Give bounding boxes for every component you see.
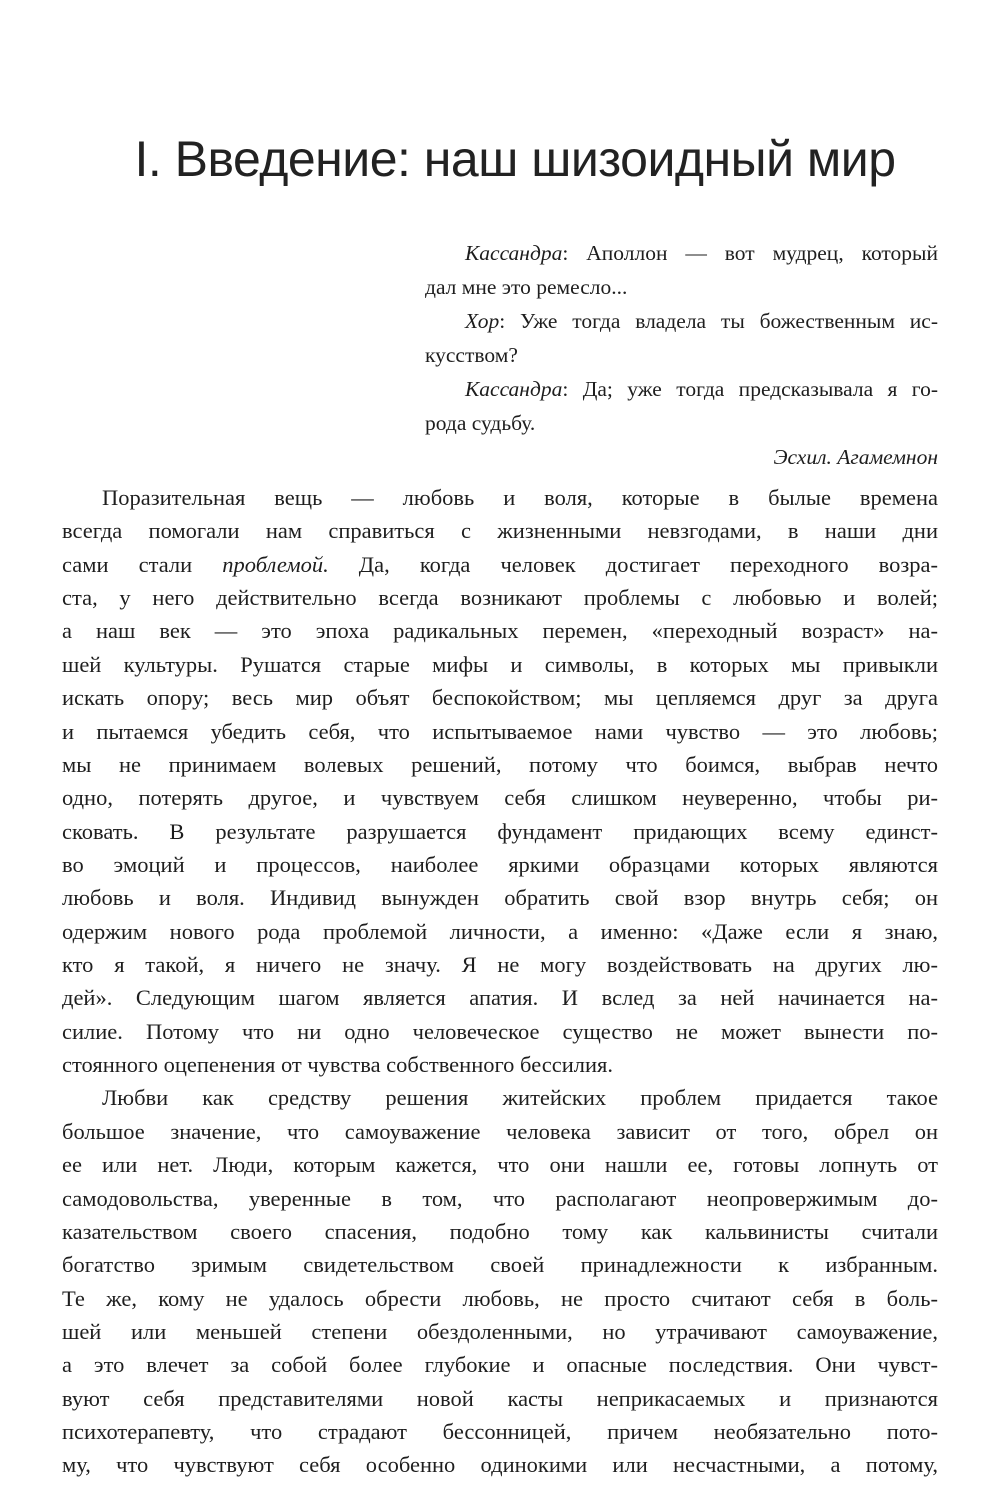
text-span: и пытаемся убедить себя, что испытываемое нами чувство — это любовь; [62, 718, 938, 744]
text-span: дал мне это ремесло... [425, 275, 628, 299]
epigraph [425, 236, 938, 474]
text-line [62, 748, 938, 781]
text-span: сковать. В результате разрушается фундамент придающих всему единст- [62, 818, 938, 844]
text-line [62, 514, 938, 547]
text-line [62, 715, 938, 748]
text-line [62, 1448, 938, 1481]
text-line [62, 1182, 938, 1215]
text-span: му, что чувствуют себя особенно одинокими или несчастными, а потому, [62, 1452, 938, 1478]
text-line [62, 648, 938, 681]
text-line [62, 1282, 938, 1315]
chapter-title: I. Введение: наш шизоидный мир [134, 130, 896, 187]
text-span: искать опору; весь мир объят беспокойством; мы цепляемся друг за друга [62, 685, 938, 711]
text-span: рода судьбу. [425, 411, 536, 435]
paragraph [62, 481, 938, 1081]
text-line [62, 1415, 938, 1448]
text-span: кто я такой, я ничего не значу. Я не могу воздействовать на других лю- [62, 952, 938, 978]
text-line [62, 848, 938, 881]
italic-text: Кассандра [465, 241, 563, 265]
text-line [425, 372, 938, 406]
text-line [425, 304, 938, 338]
text-line [62, 981, 938, 1014]
text-line [62, 948, 938, 981]
text-span: Поразительная вещь — любовь и воля, которые в былые времена [102, 485, 938, 510]
text-line [62, 1148, 938, 1181]
text-line [62, 815, 938, 848]
text-line [62, 548, 938, 581]
text-line [62, 581, 938, 614]
text-line [62, 681, 938, 714]
epigraph-attribution: Эсхил. Агамемнон [773, 445, 938, 469]
text-line [62, 1115, 938, 1148]
text-span: шей культуры. Рушатся старые мифы и символы, в которых мы привыкли [62, 651, 938, 677]
text-span: любовь и воля. Индивид вынужден обратить свой взор внутрь себя; он [62, 885, 938, 911]
text-span: : Аполлон — вот мудрец, который [562, 241, 938, 265]
text-span: сами стали [62, 551, 223, 577]
paragraph [62, 1081, 938, 1481]
italic-text: Хор [465, 309, 500, 333]
text-line [62, 1248, 938, 1281]
text-span: психотерапевту, что страдают бессонницей, причем необязательно пото- [62, 1419, 938, 1445]
text-span: всегда помогали нам справиться с жизненными невзгодами, в наши дни [62, 518, 938, 544]
text-span: Те же, кому не удалось обрести любовь, не просто считают себя в боль- [62, 1285, 938, 1311]
text-line [62, 1382, 938, 1415]
epigraph-lines [425, 236, 938, 440]
text-line [62, 915, 938, 948]
text-span: Да, когда человек достигает переходного возра- [328, 551, 939, 577]
text-span: одно, потерять другое, и чувствуем себя слишком неуверенно, чтобы ри- [62, 785, 938, 811]
text-line [425, 406, 938, 440]
text-line [425, 338, 938, 372]
text-span: казательством своего спасения, подобно тому как кальвинисты считали [62, 1218, 938, 1244]
text-line [62, 1015, 938, 1048]
text-span: ста, у него действительно всегда возникают проблемы с любовью и волей; [62, 585, 938, 611]
text-span: мы не принимаем волевых решений, потому что боимся, выбрав нечто [62, 751, 938, 777]
text-span: одержим нового рода проблемой личности, а именно: «Даже если я знаю, [62, 918, 938, 944]
text-line [62, 481, 938, 514]
text-span: богатство зримым свидетельством своей принадлежности к избранным. [62, 1252, 938, 1278]
italic-text: проблемой. [222, 551, 329, 577]
text-span: Любви как средству решения житейских проблем придается такое [102, 1085, 938, 1111]
text-line [62, 614, 938, 647]
text-line [425, 236, 938, 270]
text-span: а наш век — это эпоха радикальных перемен, «переходный возраст» на- [62, 618, 938, 644]
text-line [62, 1081, 938, 1114]
text-span: шей или меньшей степени обездоленными, но утрачивают самоуважение, [62, 1318, 938, 1344]
text-span: кусством? [425, 343, 518, 367]
text-span: дей». Следующим шагом является апатия. И вслед за ней начинается на- [62, 985, 938, 1011]
text-line [425, 270, 938, 304]
text-line [62, 1348, 938, 1381]
text-span: во эмоций и процессов, наиболее яркими образцами которых являются [62, 851, 938, 877]
text-span: вуют себя представителями новой касты неприкасаемых и признаются [62, 1385, 938, 1411]
text-line [62, 781, 938, 814]
text-span: самодовольства, уверенные в том, что располагают неопровержимым до- [62, 1185, 938, 1211]
text-line [62, 1048, 938, 1081]
body-text [62, 481, 938, 1482]
text-span: : Уже тогда владела ты божественным ис- [499, 309, 938, 333]
text-line [62, 1315, 938, 1348]
text-line [62, 1215, 938, 1248]
text-line [62, 881, 938, 914]
italic-text: Кассандра [465, 377, 563, 401]
text-span: : Да; уже тогда предсказывала я го- [562, 377, 938, 401]
text-span: силие. Потому что ни одно человеческое существо не может вынести по- [62, 1018, 938, 1044]
text-span: а это влечет за собой более глубокие и опасные последствия. Они чувст- [62, 1352, 938, 1378]
text-span: стоянного оцепенения от чувства собственного бессилия. [62, 1052, 613, 1078]
text-span: большое значение, что самоуважение человека зависит от того, обрел он [62, 1118, 938, 1144]
text-span: ее или нет. Люди, которым кажется, что они нашли ее, готовы лопнуть от [62, 1152, 938, 1178]
